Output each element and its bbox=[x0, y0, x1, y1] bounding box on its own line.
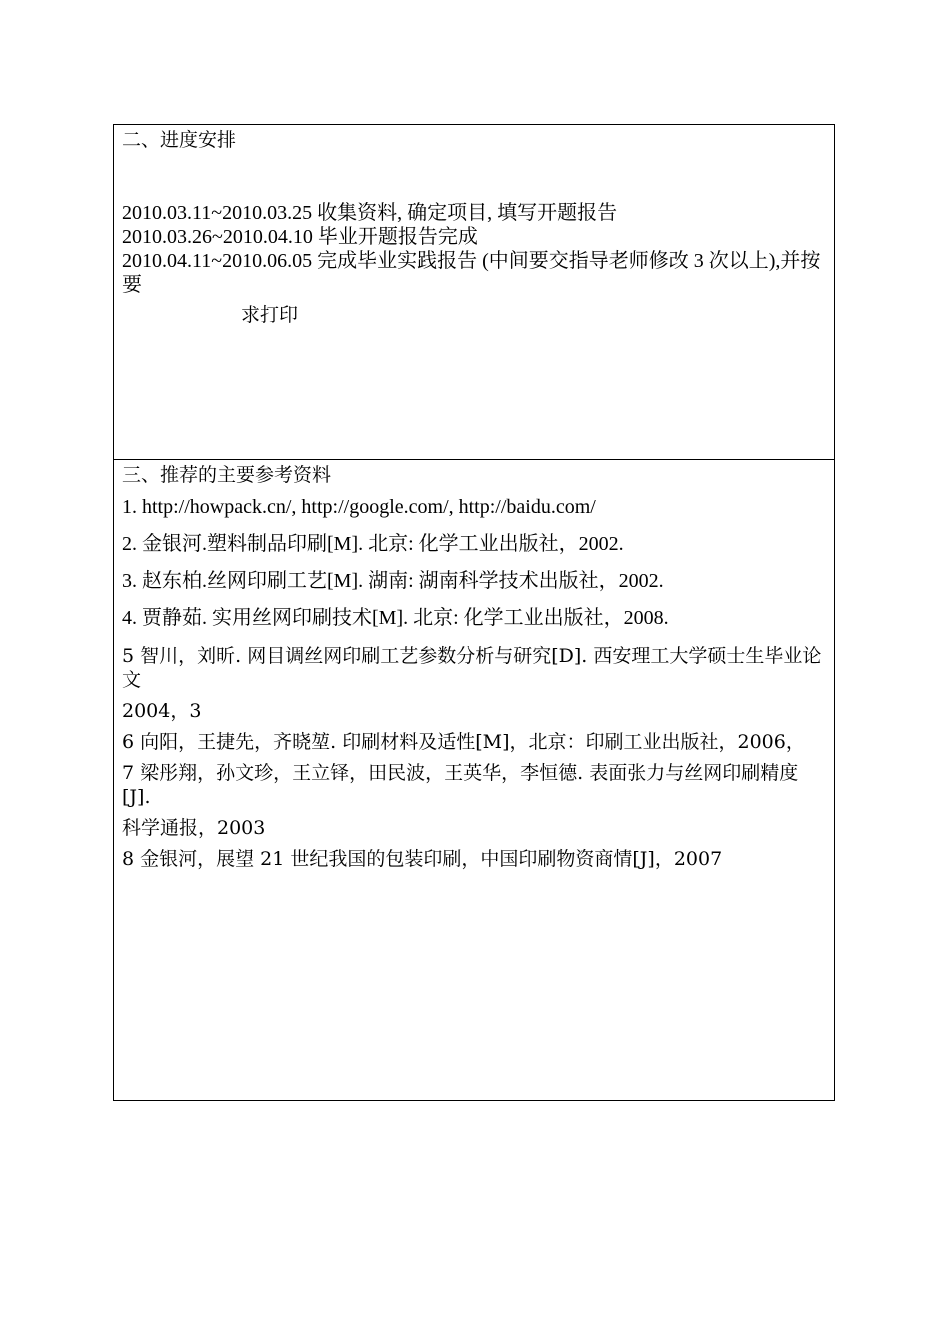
schedule-item: 2010.04.11~2010.06.05 完成毕业实践报告 (中间要交指导老师修改 3 次以上),并按要 bbox=[122, 250, 821, 296]
schedule-heading: 二、进度安排 bbox=[122, 129, 237, 151]
reference-item: 4. 贾静茹. 实用丝网印刷技术[M]. 北京: 化学工业出版社，2008. bbox=[122, 607, 669, 629]
reference-item: 8 金银河，展望 21 世纪我国的包装印刷，中国印刷物资商情[J]，2007 bbox=[122, 848, 723, 870]
schedule-list bbox=[122, 201, 826, 327]
reference-item: 3. 赵东柏.丝网印刷工艺[M]. 湖南: 湖南科学技术出版社，2002. bbox=[122, 570, 664, 592]
proposal-form-table bbox=[113, 124, 835, 1101]
reference-item: 科学通报，2003 bbox=[122, 817, 266, 839]
reference-item: 2004，3 bbox=[122, 700, 202, 722]
reference-item: 5 智川，刘昕. 网目调丝网印刷工艺参数分析与研究[D]. 西安理工大学硕士生毕业论文 bbox=[122, 645, 822, 691]
schedule-item: 2010.03.11~2010.03.25 收集资料, 确定项目, 填写开题报告 bbox=[122, 202, 618, 224]
reference-item: 2. 金银河.塑料制品印刷[M]. 北京: 化学工业出版社，2002. bbox=[122, 533, 624, 555]
references-heading: 三、推荐的主要参考资料 bbox=[122, 464, 332, 486]
reference-item: 1. http://howpack.cn/, http://google.com/, http://baidu.com/ bbox=[122, 496, 596, 518]
reference-item: 6 向阳，王捷先，齐晓堃. 印刷材料及适性[M]，北京：印刷工业出版社，2006， bbox=[122, 731, 805, 753]
schedule-item-continuation: 求打印 bbox=[241, 304, 299, 326]
references-list bbox=[122, 496, 826, 871]
schedule-section bbox=[114, 125, 834, 460]
schedule-item: 2010.03.26~2010.04.10 毕业开题报告完成 bbox=[122, 226, 478, 248]
reference-item: 7 梁彤翔，孙文珍，王立铎，田民波，王英华，李恒德. 表面张力与丝网印刷精度[J]. bbox=[122, 762, 799, 808]
references-section bbox=[114, 460, 834, 1100]
